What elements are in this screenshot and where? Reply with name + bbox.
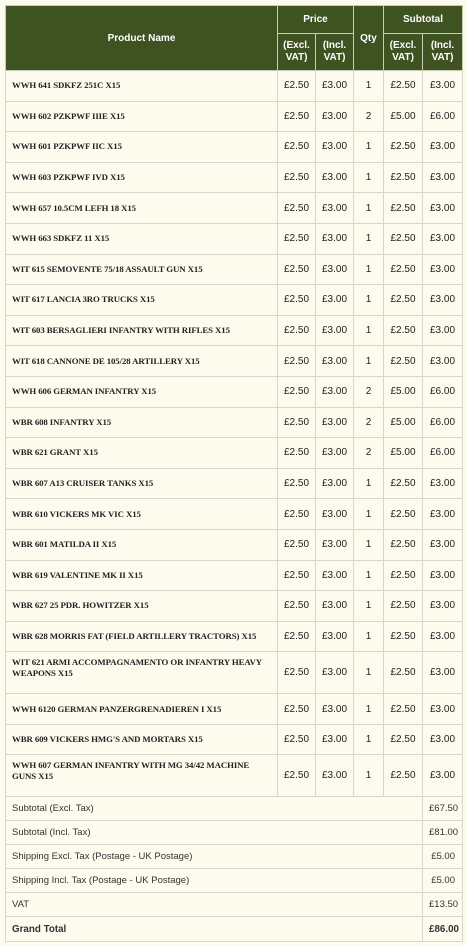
price-excl-vat-cell: £2.50 xyxy=(278,254,316,285)
price-incl-vat-cell: £3.00 xyxy=(316,346,354,377)
subtotal-incl-vat-cell: £3.00 xyxy=(423,529,463,560)
price-excl-vat-cell: £2.50 xyxy=(278,346,316,377)
qty-cell: 1 xyxy=(354,499,384,530)
price-incl-vat-cell: £3.00 xyxy=(316,71,354,102)
product-name-cell: WIT 618 CANNONE DE 105/28 ARTILLERY X15 xyxy=(6,346,278,377)
totals-row xyxy=(6,869,463,893)
subtotal-excl-vat-cell: £2.50 xyxy=(384,499,423,530)
product-name-cell: WWH 602 PZKPWF IIIE X15 xyxy=(6,101,278,132)
product-name-cell: WIT 617 LANCIA 3RO TRUCKS X15 xyxy=(6,285,278,316)
price-incl-vat-cell: £3.00 xyxy=(316,132,354,163)
totals-row-value: £13.50 xyxy=(423,893,463,917)
items-body xyxy=(6,71,463,797)
subtotal-excl-vat-cell: £2.50 xyxy=(384,652,423,694)
product-name-cell: WWH 603 PZKPWF IVD X15 xyxy=(6,162,278,193)
price-incl-vat-cell: £3.00 xyxy=(316,438,354,469)
qty-header: Qty xyxy=(354,6,384,71)
product-name-cell: WWH 641 SDKFZ 251C X15 xyxy=(6,71,278,102)
qty-cell: 1 xyxy=(354,652,384,694)
qty-cell: 1 xyxy=(354,162,384,193)
table-row xyxy=(6,755,463,797)
subtotal-excl-vat-cell: £2.50 xyxy=(384,468,423,499)
totals-row-value: £67.50 xyxy=(423,797,463,821)
price-excl-vat-cell: £2.50 xyxy=(278,694,316,725)
qty-cell: 1 xyxy=(354,560,384,591)
price-excl-vat-cell: £2.50 xyxy=(278,132,316,163)
price-header: Price xyxy=(278,6,354,34)
price-excl-vat-cell: £2.50 xyxy=(278,193,316,224)
totals-row-label: Subtotal (Excl. Tax) xyxy=(6,797,423,821)
table-row xyxy=(6,529,463,560)
subtotal-excl-vat-cell: £5.00 xyxy=(384,407,423,438)
subtotal-incl-vat-cell: £3.00 xyxy=(423,560,463,591)
subtotal-excl-vat-cell: £2.50 xyxy=(384,621,423,652)
subtotal-excl-vat-cell: £5.00 xyxy=(384,376,423,407)
price-excl-vat-cell: £2.50 xyxy=(278,724,316,755)
subtotal-excl-vat-cell: £2.50 xyxy=(384,254,423,285)
product-name-cell: WWH 657 10.5CM LEFH 18 X15 xyxy=(6,193,278,224)
product-name-cell: WBR 628 MORRIS FAT (FIELD ARTILLERY TRACTORS) X15 xyxy=(6,621,278,652)
totals-row xyxy=(6,893,463,917)
totals-row xyxy=(6,845,463,869)
subtotal-incl-vat-cell: £3.00 xyxy=(423,71,463,102)
price-excl-vat-header: (Excl. VAT) xyxy=(278,34,316,71)
price-incl-vat-cell: £3.00 xyxy=(316,407,354,438)
subtotal-incl-vat-cell: £3.00 xyxy=(423,162,463,193)
qty-cell: 1 xyxy=(354,71,384,102)
table-row xyxy=(6,162,463,193)
subtotal-excl-vat-cell: £2.50 xyxy=(384,724,423,755)
subtotal-excl-vat-cell: £2.50 xyxy=(384,132,423,163)
price-excl-vat-cell: £2.50 xyxy=(278,162,316,193)
subtotal-incl-vat-cell: £3.00 xyxy=(423,223,463,254)
price-excl-vat-cell: £2.50 xyxy=(278,71,316,102)
order-items-table xyxy=(5,5,463,942)
price-incl-vat-cell: £3.00 xyxy=(316,254,354,285)
subtotal-excl-vat-cell: £2.50 xyxy=(384,560,423,591)
subtotal-incl-vat-cell: £6.00 xyxy=(423,407,463,438)
table-row xyxy=(6,560,463,591)
product-name-cell: WBR 619 VALENTINE MK II X15 xyxy=(6,560,278,591)
table-row xyxy=(6,132,463,163)
product-name-cell: WWH 607 GERMAN INFANTRY WITH MG 34/42 MACHINE GUNS X15 xyxy=(6,755,278,797)
subtotal-incl-vat-cell: £3.00 xyxy=(423,132,463,163)
subtotal-incl-vat-cell: £6.00 xyxy=(423,376,463,407)
subtotal-incl-vat-header: (Incl. VAT) xyxy=(423,34,463,71)
grand-total-row-value: £86.00 xyxy=(423,917,463,942)
subtotal-incl-vat-cell: £3.00 xyxy=(423,755,463,797)
qty-cell: 1 xyxy=(354,621,384,652)
grand-total-row-label: Grand Total xyxy=(6,917,423,942)
table-row xyxy=(6,499,463,530)
table-row xyxy=(6,468,463,499)
product-name-cell: WBR 621 GRANT X15 xyxy=(6,438,278,469)
subtotal-incl-vat-cell: £3.00 xyxy=(423,193,463,224)
subtotal-incl-vat-cell: £3.00 xyxy=(423,468,463,499)
totals-section xyxy=(6,797,463,942)
price-incl-vat-cell: £3.00 xyxy=(316,223,354,254)
product-name-cell: WIT 621 ARMI ACCOMPAGNAMENTO OR INFANTRY HEAVY WEAPONS X15 xyxy=(6,652,278,694)
table-header xyxy=(6,6,463,71)
totals-row-value: £5.00 xyxy=(423,845,463,869)
grand-total-row xyxy=(6,917,463,942)
qty-cell: 2 xyxy=(354,407,384,438)
subtotal-incl-vat-cell: £3.00 xyxy=(423,315,463,346)
table-row xyxy=(6,285,463,316)
qty-cell: 1 xyxy=(354,346,384,377)
qty-cell: 1 xyxy=(354,724,384,755)
product-name-cell: WWH 601 PZKPWF IIC X15 xyxy=(6,132,278,163)
subtotal-incl-vat-cell: £3.00 xyxy=(423,254,463,285)
product-name-cell: WWH 663 SDKFZ 11 X15 xyxy=(6,223,278,254)
price-excl-vat-cell: £2.50 xyxy=(278,499,316,530)
price-excl-vat-cell: £2.50 xyxy=(278,591,316,622)
price-incl-vat-cell: £3.00 xyxy=(316,652,354,694)
price-incl-vat-cell: £3.00 xyxy=(316,376,354,407)
price-incl-vat-cell: £3.00 xyxy=(316,560,354,591)
price-incl-vat-cell: £3.00 xyxy=(316,468,354,499)
table-row xyxy=(6,254,463,285)
table-row xyxy=(6,101,463,132)
table-row xyxy=(6,223,463,254)
price-incl-vat-cell: £3.00 xyxy=(316,694,354,725)
totals-row xyxy=(6,821,463,845)
qty-cell: 1 xyxy=(354,315,384,346)
product-name-cell: WBR 608 INFANTRY X15 xyxy=(6,407,278,438)
table-row xyxy=(6,71,463,102)
table-row xyxy=(6,694,463,725)
product-name-cell: WBR 607 A13 CRUISER TANKS X15 xyxy=(6,468,278,499)
price-incl-vat-cell: £3.00 xyxy=(316,315,354,346)
price-excl-vat-cell: £2.50 xyxy=(278,101,316,132)
price-incl-vat-header: (Incl. VAT) xyxy=(316,34,354,71)
price-incl-vat-cell: £3.00 xyxy=(316,285,354,316)
table-row xyxy=(6,193,463,224)
subtotal-incl-vat-cell: £3.00 xyxy=(423,285,463,316)
subtotal-incl-vat-cell: £3.00 xyxy=(423,724,463,755)
price-excl-vat-cell: £2.50 xyxy=(278,468,316,499)
product-name-cell: WIT 615 SEMOVENTE 75/18 ASSAULT GUN X15 xyxy=(6,254,278,285)
subtotal-incl-vat-cell: £3.00 xyxy=(423,346,463,377)
price-excl-vat-cell: £2.50 xyxy=(278,529,316,560)
subtotal-excl-vat-cell: £2.50 xyxy=(384,193,423,224)
price-incl-vat-cell: £3.00 xyxy=(316,162,354,193)
subtotal-incl-vat-cell: £3.00 xyxy=(423,621,463,652)
subtotal-excl-vat-cell: £2.50 xyxy=(384,315,423,346)
qty-cell: 1 xyxy=(354,254,384,285)
subtotal-header: Subtotal xyxy=(384,6,463,34)
price-excl-vat-cell: £2.50 xyxy=(278,755,316,797)
subtotal-excl-vat-cell: £2.50 xyxy=(384,285,423,316)
price-excl-vat-cell: £2.50 xyxy=(278,285,316,316)
table-row xyxy=(6,315,463,346)
product-name-cell: WWH 606 GERMAN INFANTRY X15 xyxy=(6,376,278,407)
subtotal-excl-vat-cell: £5.00 xyxy=(384,101,423,132)
subtotal-incl-vat-cell: £6.00 xyxy=(423,438,463,469)
price-excl-vat-cell: £2.50 xyxy=(278,223,316,254)
qty-cell: 1 xyxy=(354,755,384,797)
subtotal-excl-vat-cell: £2.50 xyxy=(384,71,423,102)
table-row xyxy=(6,724,463,755)
table-row xyxy=(6,346,463,377)
price-incl-vat-cell: £3.00 xyxy=(316,193,354,224)
price-excl-vat-cell: £2.50 xyxy=(278,438,316,469)
subtotal-incl-vat-cell: £3.00 xyxy=(423,499,463,530)
qty-cell: 1 xyxy=(354,223,384,254)
qty-cell: 1 xyxy=(354,285,384,316)
subtotal-excl-vat-cell: £2.50 xyxy=(384,162,423,193)
product-name-cell: WBR 609 VICKERS HMG'S AND MORTARS X15 xyxy=(6,724,278,755)
price-incl-vat-cell: £3.00 xyxy=(316,755,354,797)
price-incl-vat-cell: £3.00 xyxy=(316,101,354,132)
subtotal-incl-vat-cell: £6.00 xyxy=(423,101,463,132)
table-row xyxy=(6,652,463,694)
totals-row-value: £81.00 xyxy=(423,821,463,845)
product-name-cell: WWH 6120 GERMAN PANZERGRENADIEREN I X15 xyxy=(6,694,278,725)
qty-cell: 1 xyxy=(354,529,384,560)
totals-row-label: Subtotal (Incl. Tax) xyxy=(6,821,423,845)
totals-row-value: £5.00 xyxy=(423,869,463,893)
product-name-cell: WBR 627 25 PDR. HOWITZER X15 xyxy=(6,591,278,622)
subtotal-incl-vat-cell: £3.00 xyxy=(423,652,463,694)
totals-row-label: Shipping Incl. Tax (Postage - UK Postage) xyxy=(6,869,423,893)
price-incl-vat-cell: £3.00 xyxy=(316,529,354,560)
totals-row-label: Shipping Excl. Tax (Postage - UK Postage) xyxy=(6,845,423,869)
subtotal-incl-vat-cell: £3.00 xyxy=(423,694,463,725)
qty-cell: 2 xyxy=(354,376,384,407)
product-name-cell: WIT 603 BERSAGLIERI INFANTRY WITH RIFLES X15 xyxy=(6,315,278,346)
price-excl-vat-cell: £2.50 xyxy=(278,407,316,438)
product-name-cell: WBR 610 VICKERS MK VIC X15 xyxy=(6,499,278,530)
subtotal-excl-vat-cell: £2.50 xyxy=(384,223,423,254)
table-row xyxy=(6,591,463,622)
table-row xyxy=(6,438,463,469)
subtotal-excl-vat-cell: £2.50 xyxy=(384,346,423,377)
price-excl-vat-cell: £2.50 xyxy=(278,621,316,652)
subtotal-incl-vat-cell: £3.00 xyxy=(423,591,463,622)
qty-cell: 1 xyxy=(354,132,384,163)
subtotal-excl-vat-cell: £5.00 xyxy=(384,438,423,469)
price-incl-vat-cell: £3.00 xyxy=(316,499,354,530)
qty-cell: 1 xyxy=(354,193,384,224)
qty-cell: 1 xyxy=(354,591,384,622)
subtotal-excl-vat-header: (Excl. VAT) xyxy=(384,34,423,71)
table-row xyxy=(6,621,463,652)
table-row xyxy=(6,376,463,407)
totals-row xyxy=(6,797,463,821)
table-row xyxy=(6,407,463,438)
subtotal-excl-vat-cell: £2.50 xyxy=(384,694,423,725)
price-excl-vat-cell: £2.50 xyxy=(278,376,316,407)
product-name-header: Product Name xyxy=(6,6,278,71)
qty-cell: 1 xyxy=(354,694,384,725)
price-incl-vat-cell: £3.00 xyxy=(316,591,354,622)
product-name-cell: WBR 601 MATILDA II X15 xyxy=(6,529,278,560)
qty-cell: 2 xyxy=(354,438,384,469)
subtotal-excl-vat-cell: £2.50 xyxy=(384,529,423,560)
qty-cell: 2 xyxy=(354,101,384,132)
subtotal-excl-vat-cell: £2.50 xyxy=(384,755,423,797)
qty-cell: 1 xyxy=(354,468,384,499)
price-excl-vat-cell: £2.50 xyxy=(278,560,316,591)
price-incl-vat-cell: £3.00 xyxy=(316,724,354,755)
price-excl-vat-cell: £2.50 xyxy=(278,652,316,694)
price-incl-vat-cell: £3.00 xyxy=(316,621,354,652)
order-summary xyxy=(5,5,462,942)
price-excl-vat-cell: £2.50 xyxy=(278,315,316,346)
totals-row-label: VAT xyxy=(6,893,423,917)
subtotal-excl-vat-cell: £2.50 xyxy=(384,591,423,622)
